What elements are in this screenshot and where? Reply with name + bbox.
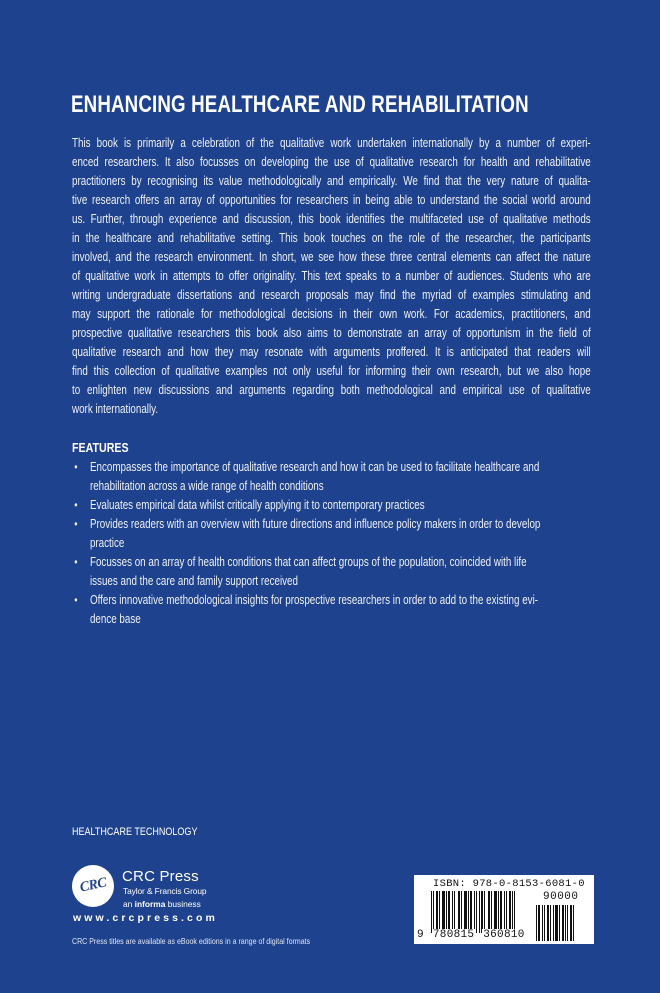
publisher-name: CRC Press [122,868,199,885]
publisher-url: www.crcpress.com [73,912,218,924]
crc-logo-icon [72,865,114,907]
feature-line: practice [89,536,125,550]
description-line: of qualitative work in attempts to offer originality. This text speaks to a number of audiences. Students who are [72,269,591,283]
bullet-icon: • [74,555,78,569]
feature-line: dence base [89,612,141,626]
feature-line: Encompasses the importance of qualitative research and how it can be used to facilitate healthcare and [89,460,540,474]
feature-line: issues and the care and family support received [89,574,298,588]
features-list [72,458,591,629]
feature-item [72,553,591,591]
ean-first-digit: 9 [417,929,424,941]
bullet-icon: • [74,498,78,512]
book-title: ENHANCING HEALTHCARE AND REHABILITATION [71,91,529,118]
ean-right-group: 360810 [483,929,525,941]
parent-prefix: an [123,899,135,909]
parent-suffix: business [165,899,201,909]
description-line: involved, and the research environment. In short, we see how these three central elements can affect the nature [72,250,591,264]
isbn-barcode [414,875,594,944]
addon-digits: 90000 [543,891,579,903]
description-line: in the healthcare and rehabilitative setting. This book touches on the role of the researcher, the participants [72,231,591,245]
series-label: HEALTHCARE TECHNOLOGY [72,826,198,838]
isbn-label: ISBN: 978-0-8153-6081-0 [433,878,585,890]
logo-text: CRC [78,875,108,896]
ean-digits [417,929,526,941]
barcode-addon-icon [536,905,586,941]
bullet-icon: • [74,593,78,607]
feature-item [72,591,591,629]
description-line: us. Further, through experience and discussion, this book identifies the multifaceted use of qualitative methods [72,212,591,226]
ebook-note: CRC Press titles are available as eBook editions in a range of digital formats [72,936,311,946]
description-line: writing undergraduate dissertations and research proposals may find the myriad of examples stimulating and [72,288,591,302]
barcode-bars-icon [431,891,525,933]
feature-line: Focusses on an array of health conditions that can affect groups of the population, coincided with life [89,555,527,569]
description-line: qualitative research and how they may resonate with arguments proffered. It is anticipated that readers will [72,345,591,359]
ean-left-group: 780815 [432,929,475,941]
description-line: enced researchers. It also focusses on developing the use of qualitative research for health and rehabilitative [72,155,591,169]
feature-line: rehabilitation across a wide range of health conditions [89,479,324,493]
book-description [72,134,591,419]
publisher-group: Taylor & Francis Group [123,886,207,896]
description-line: work internationally. [72,402,159,416]
features-heading: FEATURES [72,440,129,455]
bullet-icon: • [74,460,78,474]
feature-line: Provides readers with an overview with future directions and influence policy makers in order to develop [89,517,541,531]
description-line: practitioners by recognising its value methodologically and empirically. We find that the very nature of qualita- [72,174,591,188]
description-line: to enlighten new discussions and arguments regarding both methodological and empirical use of qualitative [72,383,591,397]
feature-item [72,458,591,496]
feature-line: Offers innovative methodological insights for prospective researchers in order to add to the existing evi- [89,593,539,607]
description-line: tive research offers an array of opportunities for researchers in being able to understand the social world around [72,193,591,207]
feature-line: Evaluates empirical data whilst critically applying it to contemporary practices [89,498,425,512]
feature-item [72,496,591,515]
feature-item [72,515,591,553]
description-line: find this collection of qualitative examples not only useful for informing their own research, but we also hope [72,364,591,378]
description-line: This book is primarily a celebration of the qualitative work undertaken internationally by a number of experi- [72,136,591,150]
description-line: may support the rationale for methodological decisions in their own work. For academics, practitioners, and [72,307,591,321]
publisher-parent [123,899,201,909]
bullet-icon: • [74,517,78,531]
description-line: prospective qualitative researchers this book also aims to demonstrate an array of opportunism in the field of [72,326,591,340]
parent-bold: informa [134,899,166,909]
